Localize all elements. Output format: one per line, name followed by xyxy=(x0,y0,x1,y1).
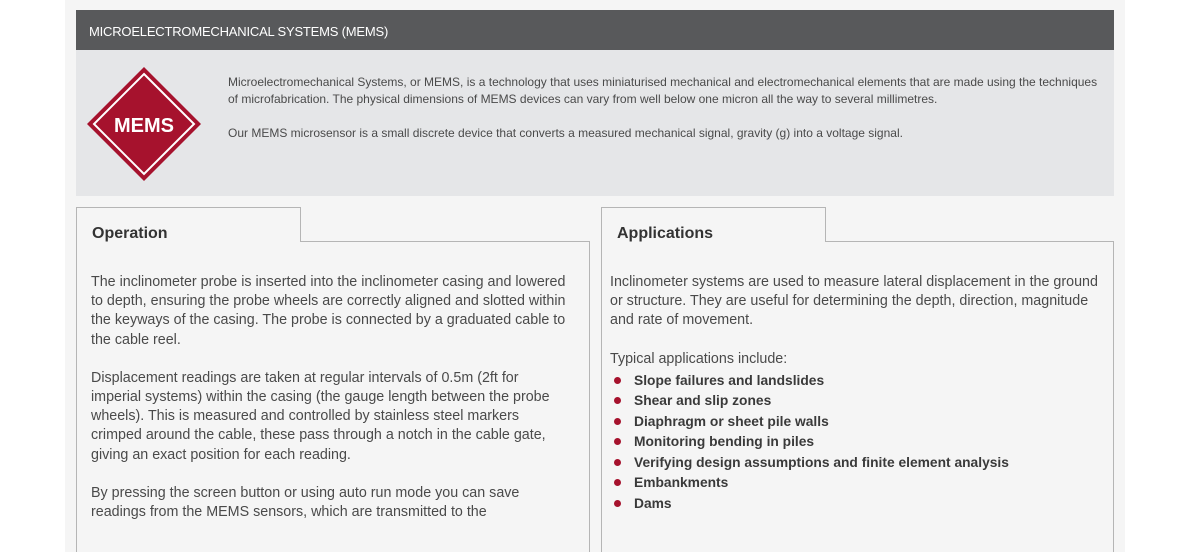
applications-intro: Inclinometer systems are used to measure lateral displacement in the ground or structure. They are useful for determining the depth, direction, magnitude and rate of movement. xyxy=(610,274,1098,329)
banner-paragraph-2: Our MEMS microsensor is a small discrete device that converts a measured mechanical signal, gravity (g) into a voltage signal. xyxy=(228,126,903,140)
list-item: Diaphragm or sheet pile walls xyxy=(610,412,1105,433)
operation-tab: Operation xyxy=(76,207,301,242)
operation-content xyxy=(91,273,571,541)
applications-panel xyxy=(601,207,1114,552)
banner-title: MICROELECTROMECHANICAL SYSTEMS (MEMS) xyxy=(76,10,1114,50)
operation-paragraph-2: Displacement readings are taken at regular intervals of 0.5m (2ft for imperial systems) within the casing (the gauge length between the probe wheels). This is measured and controlled by stainless steel markers crimped around the cable, these pass through a notch in the cable gate, giving an exact position for each reading. xyxy=(91,369,550,463)
list-item: Slope failures and landslides xyxy=(610,371,1105,392)
bullet-icon xyxy=(614,418,621,425)
list-item: Dams xyxy=(610,494,1105,515)
applications-content xyxy=(610,273,1105,514)
mems-banner xyxy=(76,10,1114,196)
list-item: Verifying design assumptions and finite element analysis xyxy=(610,453,1105,474)
bullet-icon xyxy=(614,479,621,486)
banner-description xyxy=(228,74,1098,159)
mems-logo-text: MEMS xyxy=(114,115,174,137)
operation-panel xyxy=(76,207,590,552)
applications-list-intro: Typical applications include: xyxy=(610,350,788,367)
list-item: Embankments xyxy=(610,473,1105,494)
list-item: Shear and slip zones xyxy=(610,391,1105,412)
applications-tab: Applications xyxy=(601,207,826,242)
bullet-icon xyxy=(614,438,621,445)
applications-list xyxy=(610,371,1105,515)
bullet-icon xyxy=(614,459,621,466)
banner-paragraph-1: Microelectromechanical Systems, or MEMS, is a technology that uses miniaturised mechanical and electromechanical elements that are made using the techniques of microfabrication. The physical dimensions of MEMS devices can vary from well below one micron all the way to several millimetres. xyxy=(228,75,1098,106)
bullet-icon xyxy=(614,397,621,404)
bullet-icon xyxy=(614,377,621,384)
list-item: Monitoring bending in piles xyxy=(610,432,1105,453)
bullet-icon xyxy=(614,500,621,507)
operation-paragraph-3: By pressing the screen button or using auto run mode you can save readings from the MEMS sensors, which are transmitted to the xyxy=(91,484,520,521)
mems-logo-icon xyxy=(86,66,202,182)
operation-paragraph-1: The inclinometer probe is inserted into the inclinometer casing and lowered to depth, ensuring the probe wheels are correctly aligned and slotted within the keyways of the casing. The probe is connected by a graduated cable to the cable reel. xyxy=(91,274,566,348)
